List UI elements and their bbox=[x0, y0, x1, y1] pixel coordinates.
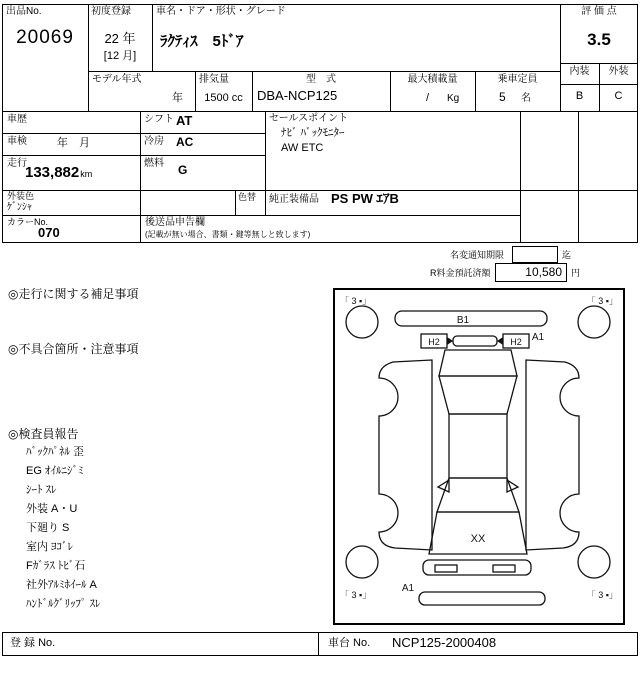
front-lower-bumper-shape bbox=[419, 592, 545, 605]
inspector-item: ｼｰﾄ ｽﾚ bbox=[26, 484, 57, 496]
exterior-color-value: ｹﾞﾝｼｬ bbox=[7, 202, 32, 213]
car-diagram-svg bbox=[335, 290, 623, 623]
defect-title: ◎不具合箇所・注意事項 bbox=[8, 342, 139, 356]
max-load-unit: Kg bbox=[447, 93, 460, 104]
equipment-label: 純正装備品 bbox=[269, 194, 319, 205]
recycle-fee-label: R料金預託済額 bbox=[430, 268, 491, 278]
rear-bumper-shape bbox=[395, 311, 547, 326]
inspector-title: ◎検査員報告 bbox=[8, 427, 79, 441]
right-side-panel-shape bbox=[526, 360, 579, 550]
later-items-note: (記載が無い場合、書類・鍵等無しと致します) bbox=[145, 230, 311, 239]
rear-glass-shape bbox=[439, 376, 517, 414]
divider bbox=[2, 155, 265, 156]
capacity-value: 5 bbox=[499, 90, 506, 104]
divider bbox=[2, 190, 638, 191]
license-plate-shape bbox=[435, 565, 457, 572]
license-plate-shape bbox=[493, 565, 515, 572]
car-name: ﾗｸﾃｨｽ 5ﾄﾞｱ bbox=[160, 33, 244, 50]
divider bbox=[2, 655, 638, 656]
left-side-panel-shape bbox=[379, 360, 432, 550]
displacement-label: 排気量 bbox=[199, 74, 229, 85]
max-load-label: 最大積載量 bbox=[407, 74, 458, 85]
shift-label: シフト bbox=[144, 114, 174, 125]
model-code: DBA-NCP125 bbox=[257, 88, 338, 103]
sales-point-line1: ﾅﾋﾞ ﾊﾞｯｸﾓﾆﾀｰ bbox=[281, 127, 345, 139]
tire-mark-front-left: 「 3 ▪」 bbox=[340, 296, 372, 306]
fuel-value: G bbox=[178, 163, 188, 177]
inspection-value: 年 月 bbox=[57, 137, 90, 149]
wheel-icon bbox=[578, 306, 610, 338]
first-registration-label: 初度登録 bbox=[91, 6, 131, 17]
divider bbox=[2, 111, 3, 243]
aircon-value: AC bbox=[176, 135, 194, 149]
divider bbox=[2, 632, 638, 633]
history-label: 車歴 bbox=[7, 114, 27, 125]
chassis-no-value: NCP125-2000408 bbox=[392, 635, 497, 650]
divider bbox=[2, 111, 638, 112]
name-change-deadline-suffix: 迄 bbox=[562, 250, 572, 260]
car-damage-diagram bbox=[333, 288, 625, 625]
car-name-label: 車名・ドア・形状・グレード bbox=[156, 6, 286, 17]
exterior-grade: C bbox=[614, 90, 623, 102]
exterior-color-label: 外装色 bbox=[7, 191, 35, 201]
inspector-item: 社外ｱﾙﾐﾎｲｰﾙ A bbox=[26, 579, 97, 591]
recycle-fee-unit: 円 bbox=[571, 268, 581, 278]
wheel-icon bbox=[346, 546, 378, 578]
divider bbox=[520, 111, 521, 243]
divider bbox=[2, 4, 638, 5]
aircon-label: 冷房 bbox=[144, 136, 164, 147]
sales-point-line2: AW ETC bbox=[281, 142, 324, 154]
equipment-value: PS PW ｴｱB bbox=[331, 191, 399, 206]
arrow-icon bbox=[447, 337, 453, 345]
first-registration-year: 22 年 bbox=[104, 31, 136, 46]
inspector-item: 下廻り S bbox=[26, 522, 70, 534]
damage-code-h2-right: H2 bbox=[510, 337, 522, 347]
displacement-value: 1500 cc bbox=[204, 92, 243, 104]
inspection-label: 車検 bbox=[7, 136, 27, 147]
mileage-row bbox=[25, 164, 92, 182]
chassis-no-label: 車台 No. bbox=[328, 637, 371, 649]
mileage-label: 走行 bbox=[7, 158, 27, 169]
arrow-icon bbox=[497, 337, 503, 345]
divider bbox=[140, 111, 141, 243]
divider bbox=[637, 111, 638, 243]
exhibit-no-label: 出品No. bbox=[6, 6, 42, 17]
tailgate-shape bbox=[439, 350, 517, 376]
tire-mark-front-right: 「 3 ▪」 bbox=[586, 296, 618, 306]
mileage-note-title: ◎走行に関する補足事項 bbox=[8, 287, 139, 301]
damage-code-b1: B1 bbox=[456, 315, 470, 326]
divider bbox=[2, 133, 265, 134]
exhibit-no: 20069 bbox=[16, 27, 74, 48]
color-no-label: カラーNo. bbox=[7, 217, 49, 227]
tire-mark-rear-right: 「 3 ▪」 bbox=[586, 590, 618, 600]
divider bbox=[2, 242, 638, 243]
inspector-item: 室内 ﾖｺﾞﾚ bbox=[26, 541, 74, 553]
interior-label: 内装 bbox=[569, 66, 590, 77]
fuel-label: 燃料 bbox=[144, 158, 164, 169]
name-change-deadline-label: 名変通知期限 bbox=[450, 250, 505, 260]
sales-point-label: セールスポイント bbox=[269, 113, 349, 124]
max-load-value: / bbox=[426, 92, 430, 104]
later-items-label: 後送品申告欄 bbox=[145, 217, 205, 228]
divider bbox=[637, 632, 638, 656]
damage-code-h2-left: H2 bbox=[428, 337, 440, 347]
damage-code-a1-front: A1 bbox=[401, 583, 415, 594]
registration-no-label: 登 録 No. bbox=[10, 637, 56, 649]
interior-grade: B bbox=[575, 90, 584, 102]
score-value: 3.5 bbox=[587, 30, 611, 49]
inspector-item: 外装 A・U bbox=[26, 503, 78, 515]
mirror-left-shape bbox=[438, 480, 449, 492]
divider bbox=[235, 190, 236, 216]
divider bbox=[2, 215, 520, 216]
model-year-label: モデル年式 bbox=[92, 74, 142, 85]
color-no-value: 070 bbox=[38, 225, 60, 240]
color-change-label: 色替 bbox=[238, 192, 257, 202]
damage-code-a1-rear: A1 bbox=[531, 332, 545, 343]
divider bbox=[2, 632, 3, 655]
shift-value: AT bbox=[176, 113, 193, 128]
divider bbox=[318, 632, 319, 655]
exterior-label: 外装 bbox=[608, 66, 629, 77]
model-code-label: 型 式 bbox=[306, 74, 336, 85]
capacity-label: 乗車定員 bbox=[497, 74, 538, 85]
mirror-right-shape bbox=[507, 480, 518, 492]
divider bbox=[578, 111, 579, 243]
inspector-item: ﾊﾝﾄﾞﾙｸﾞﾘｯﾌﾟ ｽﾚ bbox=[26, 598, 101, 610]
model-year-value: 年 bbox=[172, 92, 183, 104]
damage-code-xx: XX bbox=[470, 533, 486, 545]
score-label: 評 価 点 bbox=[581, 6, 617, 17]
mileage-value: 133,882 bbox=[25, 164, 80, 181]
name-change-deadline-box bbox=[512, 246, 558, 263]
divider bbox=[152, 4, 153, 72]
wheel-icon bbox=[346, 306, 378, 338]
roof-shape bbox=[449, 414, 507, 478]
inspector-item: EG ｵｲﾙﾆｼﾞﾐ bbox=[26, 465, 84, 477]
mileage-unit: km bbox=[80, 169, 93, 179]
inspector-item: Fｶﾞﾗｽ ﾄﾋﾞ石 bbox=[26, 560, 86, 572]
wheel-icon bbox=[578, 546, 610, 578]
first-registration-month: [12 月] bbox=[103, 50, 137, 62]
rear-garnish-shape bbox=[453, 336, 497, 346]
recycle-fee-amount: 10,580 bbox=[495, 263, 567, 282]
divider bbox=[265, 111, 266, 216]
divider bbox=[2, 4, 3, 112]
inspector-item: ﾊﾞｯｸﾊﾟﾈﾙ 歪 bbox=[26, 446, 85, 458]
tire-mark-rear-left: 「 3 ▪」 bbox=[340, 590, 372, 600]
capacity-unit: 名 bbox=[521, 93, 531, 104]
divider bbox=[88, 71, 560, 72]
